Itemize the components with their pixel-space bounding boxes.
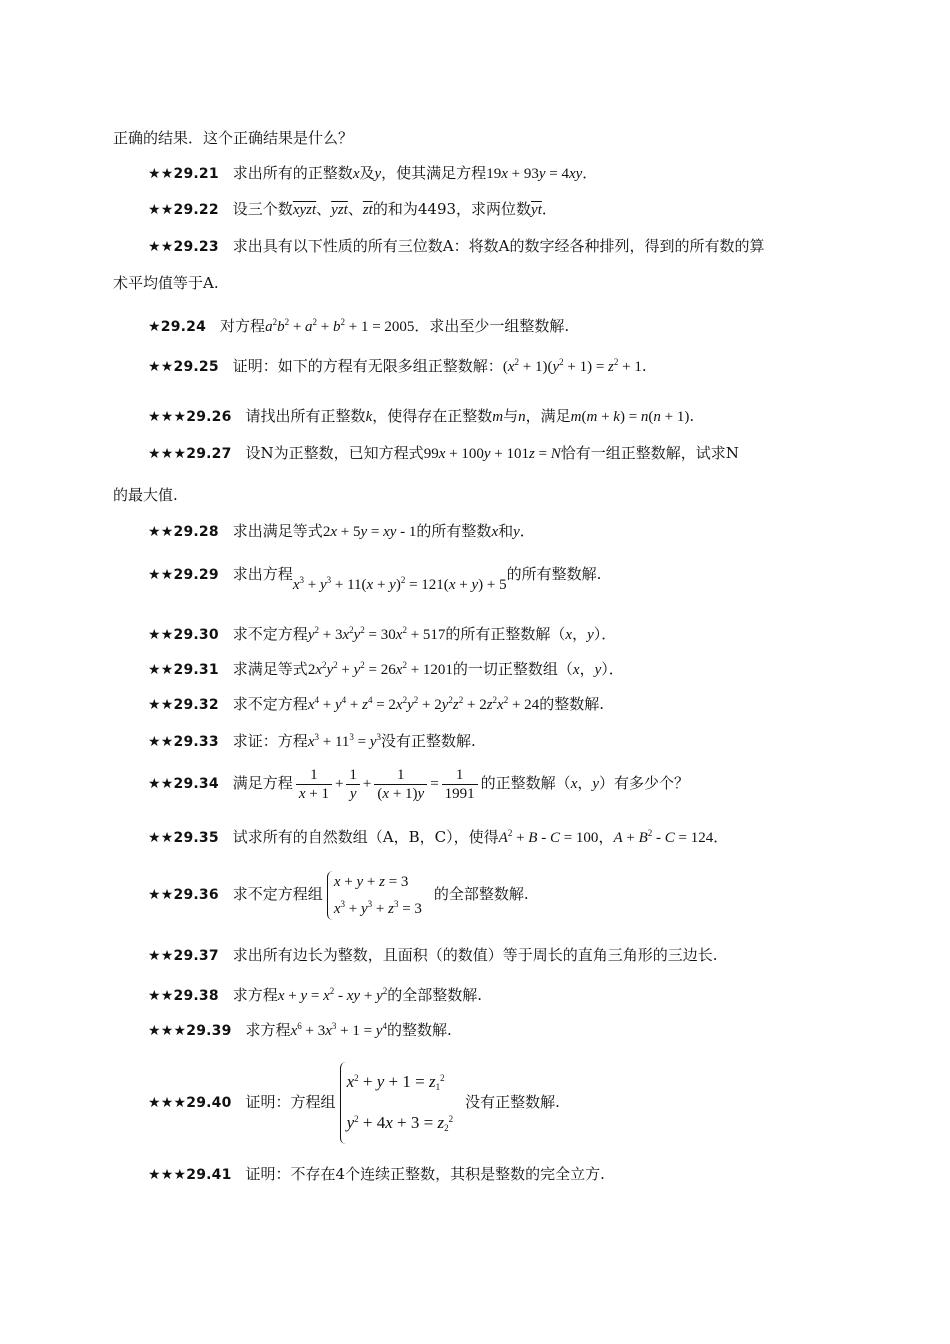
- problem-number: ★★★29.27: [148, 446, 232, 462]
- punct: ．: [713, 828, 729, 846]
- punct: ，: [579, 660, 595, 678]
- problem-number: ★★29.37: [148, 948, 219, 964]
- problem-text: 求不定方程: [232, 625, 308, 643]
- math-equation: $(x^2 + 1)(y^2 + 1) = z^2 + 1$: [502, 357, 642, 375]
- problem-number: ★★29.34: [148, 776, 219, 792]
- problem-text: 求方程: [245, 1021, 291, 1039]
- problem-29-23: [148, 236, 764, 257]
- math-equation: $x^6 + 3x^3 + 1 = y^4$: [290, 1021, 387, 1039]
- punct: ，: [572, 625, 588, 643]
- problem-text: 求方程: [232, 986, 278, 1004]
- problem-number: ★★★29.40: [148, 1095, 232, 1111]
- problem-29-25: [148, 352, 647, 377]
- problem-number: ★★29.29: [148, 567, 219, 583]
- problem-text: 没有正整数解.: [381, 732, 476, 750]
- math-equation: 99x + 100y + 101z = N: [423, 446, 561, 462]
- punct: ，: [598, 828, 614, 846]
- math-equation: m(m + k) = n(n + 1): [570, 409, 690, 425]
- problem-text: 的一切正整数组（: [452, 660, 573, 678]
- math-var: x: [570, 776, 578, 792]
- equation-system: $x^2 + y + 1 = z_1^2$ $y^2 + 4x + 3 = z_2^2$: [340, 1062, 462, 1144]
- problem-text: 设三个数: [232, 200, 293, 218]
- math-var: x: [491, 524, 499, 540]
- punct: .: [689, 407, 695, 425]
- problem-text: 的所有整数: [416, 522, 492, 540]
- math-equation: $A + B^2 - C = 124$: [613, 828, 714, 846]
- math-equation: $x^3 + 11^3 = y^3$: [307, 732, 382, 750]
- problem-text: 的全部整数解.: [387, 986, 483, 1004]
- problem-number: ★★★29.39: [148, 1023, 232, 1039]
- problem-29-38: [148, 981, 482, 1006]
- problem-text: 试求所有的自然数组（A，B，C），使得: [232, 828, 499, 846]
- problem-text: 证明：方程组: [245, 1093, 336, 1111]
- problem-text: ）有多少个？: [599, 774, 690, 792]
- problem-number: ★29.24: [148, 319, 207, 335]
- problem-number: ★★29.21: [148, 166, 219, 182]
- problem-29-34: [148, 763, 689, 804]
- math-var: y: [592, 776, 600, 792]
- problem-29-35: [148, 823, 728, 848]
- problem-text: 恰有一组正整数解，试求N: [560, 444, 739, 462]
- problem-29-24: [148, 312, 569, 337]
- problem-text: 求出具有以下性质的所有三位数A：将数A的数字经各种排列，得到的所有数的算: [232, 237, 765, 255]
- punct: ）．: [601, 660, 624, 678]
- problem-text: 的所有正整数解（: [445, 625, 566, 643]
- problem-text: 和: [498, 522, 514, 540]
- math-equation: $2x^2y^2 + y^2 = 26x^2 + 1201$: [307, 660, 453, 678]
- problem-29-21: [148, 163, 597, 184]
- problem-text: 证明：如下的方程有无限多组正整数解：: [232, 357, 503, 375]
- problem-text: 与: [503, 407, 519, 425]
- problem-text: 没有正整数解.: [465, 1093, 560, 1111]
- math-var: y: [587, 627, 594, 643]
- punct: ．: [519, 522, 535, 540]
- math-equation: $a^2b^2 + a^2 + b^2 + 1 = 2005$: [265, 317, 415, 335]
- math-var: x: [352, 166, 360, 182]
- problem-number: ★★29.28: [148, 524, 219, 540]
- math-var: $\overline{yzt}$: [331, 202, 348, 218]
- problem-text: ，满足: [525, 407, 571, 425]
- problem-text: 证明：不存在4个连续正整数，其积是整数的完全立方.: [245, 1165, 605, 1183]
- problem-text: 满足方程: [232, 774, 293, 792]
- math-equation: $A^2 + B - C = 100$: [498, 828, 599, 846]
- problem-number: ★★★29.26: [148, 409, 232, 425]
- math-var: n: [518, 409, 526, 425]
- problem-29-39: [148, 1016, 452, 1041]
- problem-29-22: [148, 199, 557, 220]
- problem-text: ．求出至少一组整数解.: [414, 317, 570, 335]
- math-var: $\overline{yt}$: [531, 202, 542, 218]
- math-equation: $x^4 + y^4 + z^4 = 2x^2y^2 + 2y^2z^2 + 2z^2x^2 + 24$: [307, 695, 540, 713]
- problem-text: ，使其满足方程: [381, 164, 487, 182]
- problem-text: 求不定方程: [232, 695, 308, 713]
- problem-29-33: [148, 727, 476, 752]
- math-var: xyzt: [292, 202, 317, 218]
- problem-number: ★★29.22: [148, 202, 219, 218]
- math-var: m: [492, 409, 504, 425]
- problem-text: 求证：方程: [232, 732, 308, 750]
- problem-29-27-cont: 的最大值.: [113, 486, 178, 504]
- math-var: $\overline{zt}$: [362, 202, 373, 218]
- problem-text: 求不定方程组: [232, 885, 323, 903]
- math-var: y: [594, 662, 602, 678]
- problem-number: ★★29.30: [148, 627, 219, 643]
- punct: .: [641, 357, 647, 375]
- problem-text: 求出方程: [232, 565, 293, 583]
- problem-text: 求出所有的正整数: [232, 164, 353, 182]
- problem-text: 求出所有边长为整数，且面积（的数值）等于周长的直角三角形的三边长.: [232, 946, 718, 964]
- problem-text: 的所有整数解.: [506, 565, 602, 583]
- punct: ）．: [593, 625, 617, 643]
- problem-number: ★★29.23: [148, 239, 219, 255]
- punct: ，: [577, 774, 593, 792]
- problem-29-29: [148, 560, 602, 593]
- problem-29-30: [148, 620, 616, 645]
- problem-29-36: [148, 870, 529, 920]
- punct: 、: [347, 200, 363, 218]
- problem-29-26: [148, 406, 694, 427]
- problem-29-32: [148, 690, 604, 715]
- math-var: x: [572, 662, 580, 678]
- math-var: k: [365, 409, 373, 425]
- problem-29-27: [148, 443, 739, 464]
- problem-number: ★★29.32: [148, 697, 219, 713]
- problem-29-23-cont: 术平均值等于A.: [113, 274, 219, 292]
- math-equation: 2x + 5y = xy - 1: [322, 524, 417, 540]
- problem-text: 对方程: [220, 317, 266, 335]
- problem-text: 的整数解.: [386, 1021, 452, 1039]
- math-var: x: [565, 627, 573, 643]
- problem-number: ★★29.31: [148, 662, 219, 678]
- math-equation: 19x + 93y = 4xy: [486, 166, 583, 182]
- problem-text: 请找出所有正整数: [245, 407, 366, 425]
- punct: ．: [541, 200, 557, 218]
- math-equation: $x^3 + y^3 + 11(x + y)^2 = 121(x + y) + 5$: [292, 575, 507, 593]
- problem-number: ★★29.38: [148, 988, 219, 1004]
- problem-number: ★★★29.41: [148, 1167, 232, 1183]
- problem-text: 的和为4493，求两位数: [372, 200, 532, 218]
- problem-29-31: [148, 655, 624, 680]
- problem-text: 的全部整数解.: [433, 885, 529, 903]
- math-equation: $x + y = x^2$ - xy + $y^2$: [277, 986, 388, 1004]
- problem-number: ★★29.33: [148, 734, 219, 750]
- problem-29-40: [148, 1062, 560, 1144]
- problem-number: ★★29.36: [148, 887, 219, 903]
- math-equation: $y^2 + 3x^2y^2 = 30x^2 + 517$: [307, 625, 446, 643]
- equation-system: x + y + z = 3 $x^3 + y^3 + z^3 = 3$: [327, 871, 430, 920]
- punct: ．: [582, 164, 598, 182]
- problem-number: ★★29.25: [148, 359, 219, 375]
- problem-text: 求满足等式: [232, 660, 308, 678]
- problem-text: ，使得存在正整数: [372, 407, 493, 425]
- problem-text: 及: [359, 164, 375, 182]
- problem-text: 求出满足等式: [232, 522, 323, 540]
- problem-text: 设N为正整数，已知方程式: [245, 444, 424, 462]
- intro-text: 正确的结果．这个正确结果是什么？: [113, 129, 354, 147]
- problem-text: 的正整数解（: [480, 774, 571, 792]
- math-var: y: [374, 166, 382, 182]
- problem-text: 的整数解.: [539, 695, 604, 713]
- math-var: y: [513, 524, 520, 540]
- problem-29-28: [148, 521, 535, 542]
- math-equation: $\frac{1}{x + 1}$ + $\frac{1}{y}$ + $\frac{1}{(x + 1)y}$ = $\frac{1}{1991}$: [293, 776, 481, 792]
- punct: 、: [316, 200, 332, 218]
- problem-number: ★★29.35: [148, 830, 219, 846]
- problem-29-41: [148, 1164, 605, 1185]
- problem-29-37: [148, 945, 718, 966]
